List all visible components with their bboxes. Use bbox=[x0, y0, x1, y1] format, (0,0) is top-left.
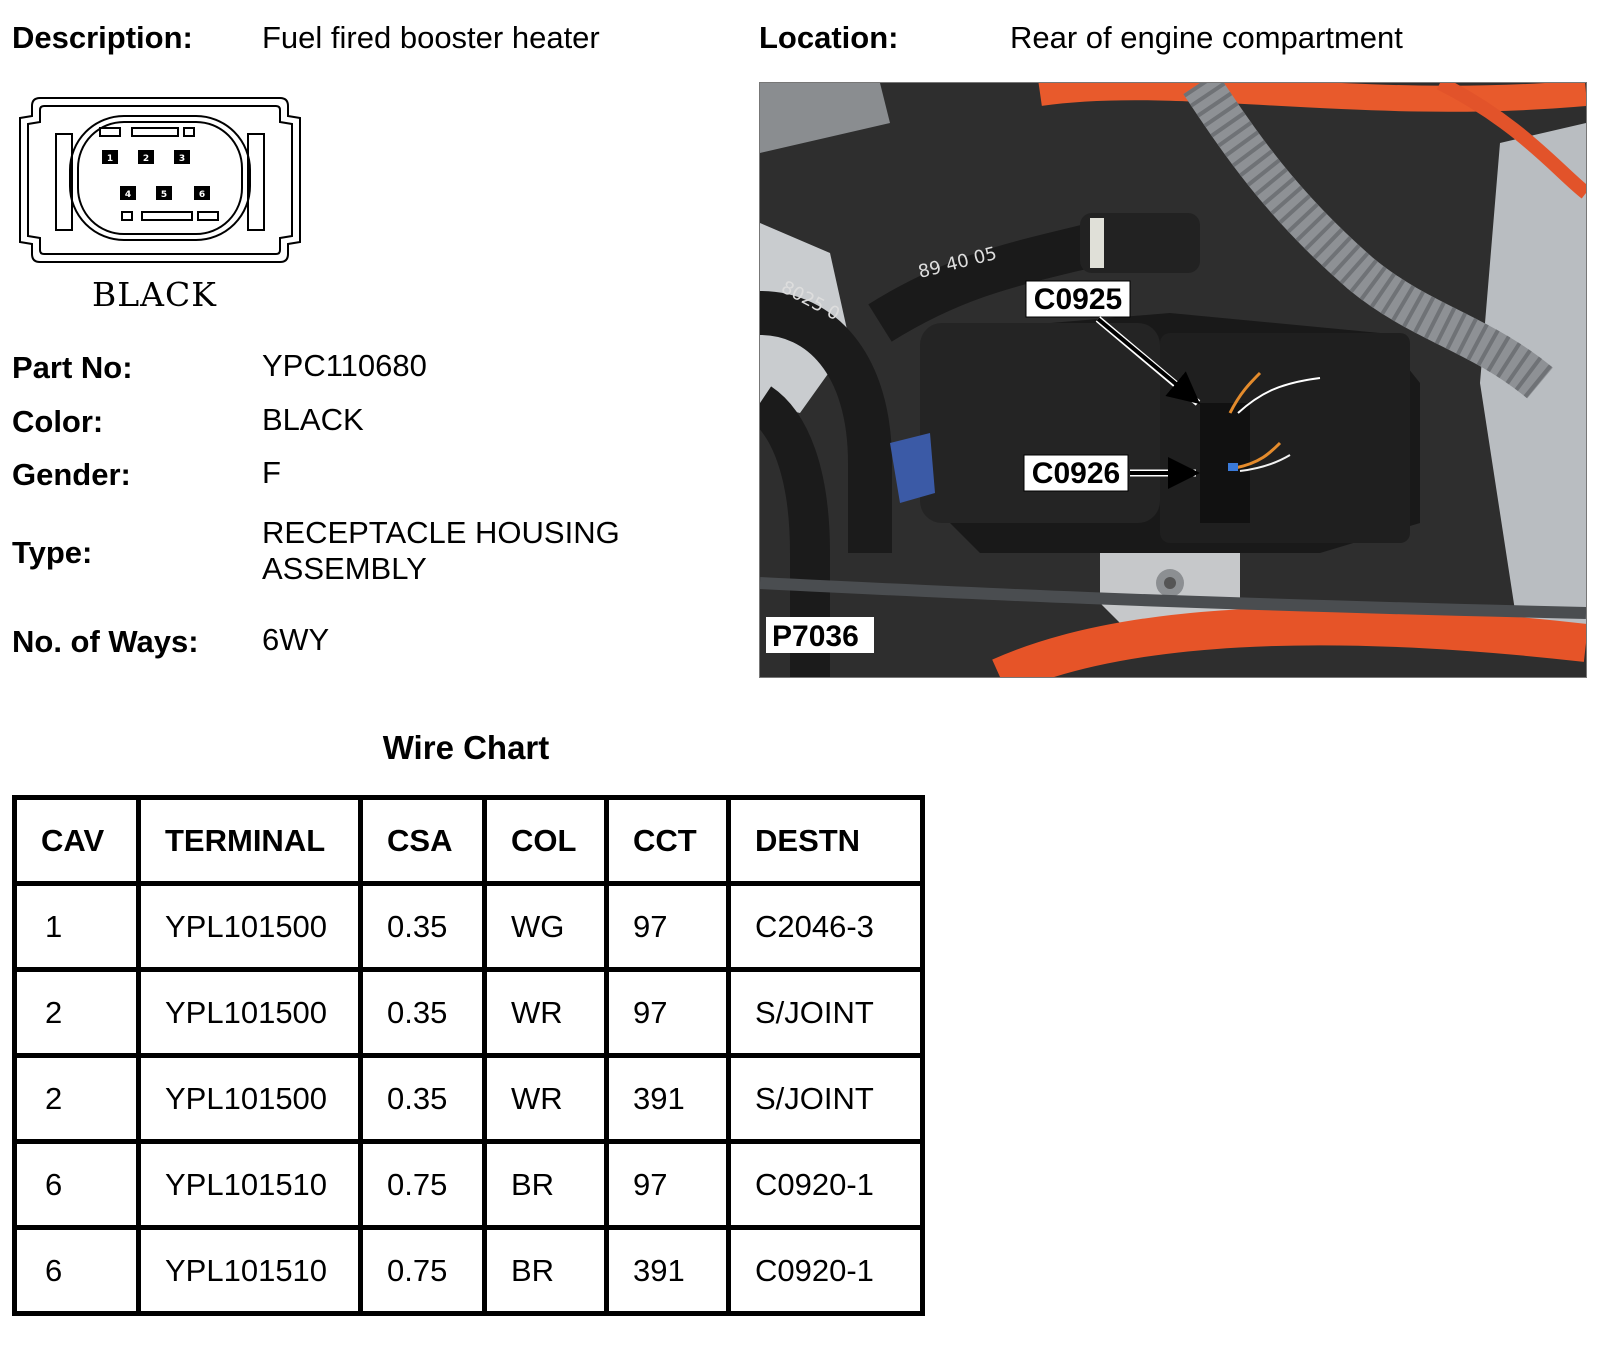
description-label: Description: bbox=[12, 20, 193, 55]
table-row bbox=[15, 1228, 923, 1314]
pin-label-1: 1 bbox=[106, 154, 114, 164]
pin-label-2: 2 bbox=[142, 154, 150, 164]
cell-cct: 97 bbox=[607, 970, 729, 1056]
gender-value: F bbox=[262, 455, 281, 490]
cell-csa: 0.75 bbox=[361, 1228, 485, 1314]
table-row bbox=[15, 1056, 923, 1142]
location-value: Rear of engine compartment bbox=[1010, 20, 1403, 55]
cell-terminal: YPL101500 bbox=[139, 970, 361, 1056]
header-csa: CSA bbox=[361, 798, 485, 884]
cell-cct: 97 bbox=[607, 884, 729, 970]
connector-color-caption: BLACK bbox=[92, 275, 217, 314]
cell-col: WR bbox=[485, 1056, 607, 1142]
color-value: BLACK bbox=[262, 402, 364, 437]
wire-chart-table bbox=[12, 795, 925, 1316]
cell-terminal: YPL101500 bbox=[139, 1056, 361, 1142]
cell-cav: 2 bbox=[15, 970, 139, 1056]
callout-c0925: C0925 bbox=[1033, 283, 1123, 316]
cell-csa: 0.75 bbox=[361, 1142, 485, 1228]
cell-cav: 6 bbox=[15, 1142, 139, 1228]
cell-terminal: YPL101500 bbox=[139, 884, 361, 970]
cell-cav: 1 bbox=[15, 884, 139, 970]
header-cct: CCT bbox=[607, 798, 729, 884]
table-row bbox=[15, 884, 923, 970]
header-col: COL bbox=[485, 798, 607, 884]
ways-label: No. of Ways: bbox=[12, 624, 199, 659]
cell-terminal: YPL101510 bbox=[139, 1142, 361, 1228]
type-value-line1: RECEPTACLE HOUSING bbox=[262, 515, 620, 550]
cell-terminal: YPL101510 bbox=[139, 1228, 361, 1314]
table-row bbox=[15, 1142, 923, 1228]
cell-col: BR bbox=[485, 1142, 607, 1228]
cell-csa: 0.35 bbox=[361, 884, 485, 970]
cell-cct: 391 bbox=[607, 1228, 729, 1314]
cell-destn: C0920-1 bbox=[729, 1142, 923, 1228]
pin-label-6: 6 bbox=[198, 190, 206, 200]
cell-cav: 2 bbox=[15, 1056, 139, 1142]
callout-c0926: C0926 bbox=[1031, 457, 1121, 490]
location-photo bbox=[759, 82, 1587, 678]
ways-value: 6WY bbox=[262, 622, 330, 657]
part-no-label: Part No: bbox=[12, 350, 133, 385]
connector-face-diagram bbox=[18, 96, 302, 264]
cell-destn: C0920-1 bbox=[729, 1228, 923, 1314]
pin-label-5: 5 bbox=[160, 190, 168, 200]
gender-label: Gender: bbox=[12, 457, 131, 492]
pin-label-3: 3 bbox=[178, 154, 186, 164]
part-no-value: YPC110680 bbox=[262, 348, 427, 383]
cell-csa: 0.35 bbox=[361, 970, 485, 1056]
table-header-row bbox=[15, 798, 923, 884]
photo-id-label: P7036 bbox=[772, 620, 859, 653]
wire-chart-title: Wire Chart bbox=[382, 729, 550, 766]
cell-col: BR bbox=[485, 1228, 607, 1314]
header-terminal: TERMINAL bbox=[139, 798, 361, 884]
cell-col: WG bbox=[485, 884, 607, 970]
table-row bbox=[15, 970, 923, 1056]
cell-cav: 6 bbox=[15, 1228, 139, 1314]
cell-destn: C2046-3 bbox=[729, 884, 923, 970]
description-value: Fuel fired booster heater bbox=[262, 20, 600, 55]
type-label: Type: bbox=[12, 535, 93, 570]
header-cav: CAV bbox=[15, 798, 139, 884]
cell-col: WR bbox=[485, 970, 607, 1056]
type-value-line2: ASSEMBLY bbox=[262, 551, 427, 586]
header-destn: DESTN bbox=[729, 798, 923, 884]
hose-stamp-1: 89 40 05 bbox=[916, 243, 999, 283]
cell-cct: 391 bbox=[607, 1056, 729, 1142]
location-label: Location: bbox=[759, 20, 899, 55]
cell-destn: S/JOINT bbox=[729, 1056, 923, 1142]
pin-label-4: 4 bbox=[124, 190, 132, 200]
cell-cct: 97 bbox=[607, 1142, 729, 1228]
hose-stamp-2: 8025 0 bbox=[777, 276, 844, 325]
color-label: Color: bbox=[12, 404, 104, 439]
cell-csa: 0.35 bbox=[361, 1056, 485, 1142]
cell-destn: S/JOINT bbox=[729, 970, 923, 1056]
